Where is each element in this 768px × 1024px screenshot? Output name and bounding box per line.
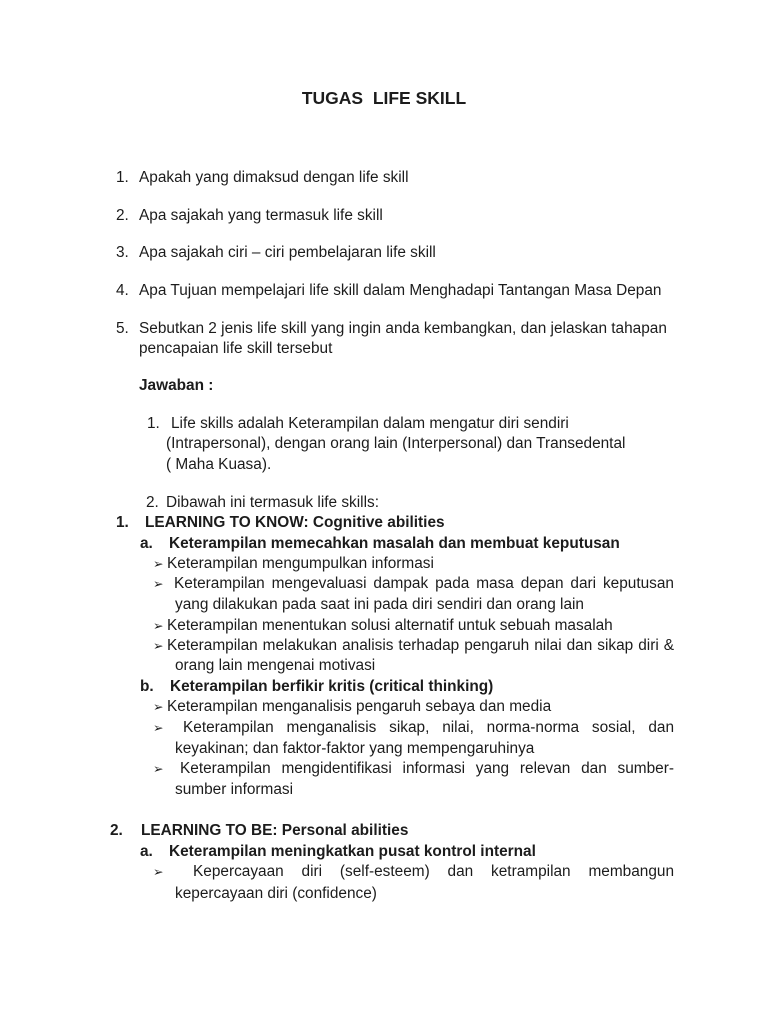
answer-text: Dibawah ini termasuk life skills: bbox=[166, 494, 379, 511]
question-text: Apakah yang dimaksud dengan life skill bbox=[139, 169, 409, 186]
bullet-text: sumber informasi bbox=[175, 781, 294, 798]
bullet-text: kepercayaan diri (confidence) bbox=[175, 885, 377, 902]
bullet-text: keyakinan; dan faktor-faktor yang mempengaruhinya bbox=[175, 740, 535, 757]
arrow-bullet-icon: ➢ bbox=[153, 864, 164, 879]
question-number: 4. bbox=[116, 282, 129, 299]
arrow-bullet-icon: ➢ bbox=[153, 556, 164, 571]
question-number: 3. bbox=[116, 244, 129, 261]
answer-number: 1. bbox=[147, 415, 160, 432]
subsection-title: Keterampilan meningkatkan pusat kontrol internal bbox=[169, 843, 536, 860]
question-text: pencapaian life skill tersebut bbox=[139, 340, 333, 357]
subsection-letter: a. bbox=[140, 843, 153, 860]
arrow-bullet-icon: ➢ bbox=[153, 576, 164, 591]
bullet-text: yang dilakukan pada saat ini pada diri sendiri dan orang lain bbox=[175, 596, 584, 613]
answer-number: 2. bbox=[146, 494, 159, 511]
subsection-title: Keterampilan berfikir kritis (critical thinking) bbox=[170, 678, 494, 695]
subsection-letter: a. bbox=[140, 535, 153, 552]
question-text: Apa sajakah yang termasuk life skill bbox=[139, 207, 383, 224]
answer-text: ( Maha Kuasa). bbox=[166, 456, 272, 473]
arrow-bullet-icon: ➢ bbox=[153, 720, 164, 735]
subsection-title: Keterampilan memecahkan masalah dan membuat keputusan bbox=[169, 535, 620, 552]
subsection-letter: b. bbox=[140, 678, 154, 695]
arrow-bullet-icon: ➢ bbox=[153, 699, 164, 714]
document-title: TUGAS LIFE SKILL bbox=[301, 88, 467, 108]
bullet-text: Keterampilan menganalisis sikap, nilai, norma-norma sosial, dan bbox=[183, 719, 674, 736]
section-title: LEARNING TO BE: Personal abilities bbox=[141, 822, 409, 839]
answer-text: Life skills adalah Keterampilan dalam mengatur diri sendiri bbox=[171, 415, 569, 432]
question-number: 1. bbox=[116, 169, 129, 186]
bullet-text: Keterampilan mengumpulkan informasi bbox=[167, 555, 434, 572]
section-number: 2. bbox=[110, 822, 123, 839]
section-title: LEARNING TO KNOW: Cognitive abilities bbox=[145, 514, 445, 531]
bullet-text: Kepercayaan diri (self-esteem) dan ketrampilan membangun bbox=[193, 863, 674, 880]
arrow-bullet-icon: ➢ bbox=[153, 618, 164, 633]
arrow-bullet-icon: ➢ bbox=[153, 638, 164, 653]
question-number: 2. bbox=[116, 207, 129, 224]
question-text: Apa Tujuan mempelajari life skill dalam Menghadapi Tantangan Masa Depan bbox=[139, 282, 662, 299]
question-number: 5. bbox=[116, 320, 129, 337]
answer-text: (Intrapersonal), dengan orang lain (Interpersonal) dan Transedental bbox=[166, 435, 626, 452]
question-text: Sebutkan 2 jenis life skill yang ingin anda kembangkan, dan jelaskan tahapan bbox=[139, 320, 667, 337]
answers-heading: Jawaban : bbox=[139, 377, 214, 394]
question-text: Apa sajakah ciri – ciri pembelajaran life skill bbox=[139, 244, 436, 261]
section-number: 1. bbox=[116, 514, 129, 531]
bullet-text: Keterampilan menentukan solusi alternatif untuk sebuah masalah bbox=[167, 617, 613, 634]
bullet-text: Keterampilan mengevaluasi dampak pada masa depan dari keputusan bbox=[174, 575, 674, 592]
bullet-text: orang lain mengenai motivasi bbox=[175, 657, 376, 674]
bullet-text: Keterampilan melakukan analisis terhadap pengaruh nilai dan sikap diri & bbox=[167, 637, 674, 654]
bullet-text: Keterampilan mengidentifikasi informasi yang relevan dan sumber- bbox=[180, 760, 674, 777]
arrow-bullet-icon: ➢ bbox=[153, 761, 164, 776]
bullet-text: Keterampilan menganalisis pengaruh sebaya dan media bbox=[167, 698, 552, 715]
